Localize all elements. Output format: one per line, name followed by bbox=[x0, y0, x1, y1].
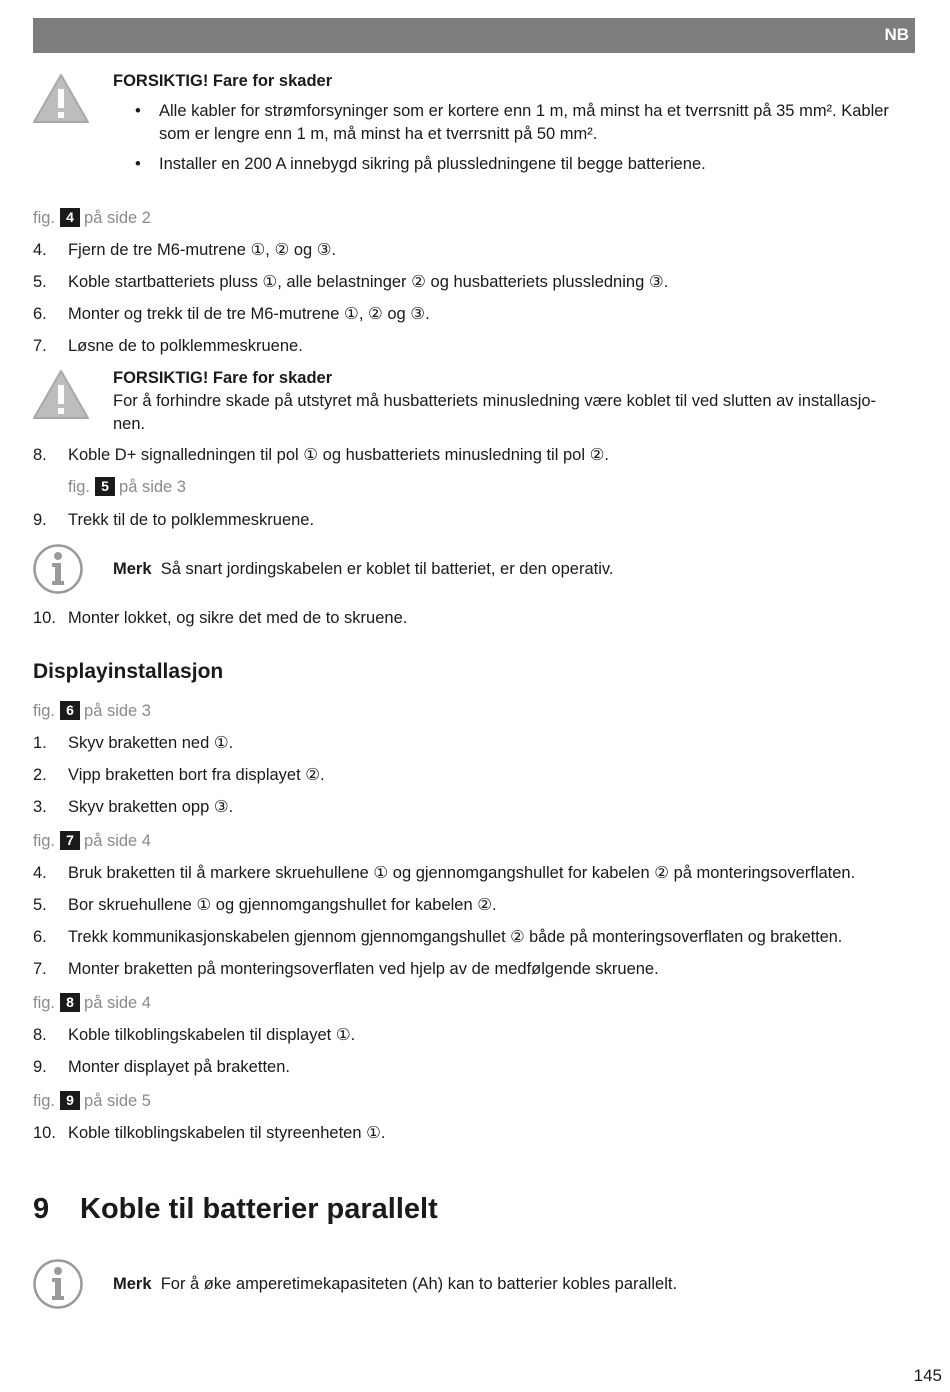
figure-page: på side 4 bbox=[84, 832, 151, 850]
step-text: Monter og trekk til de tre M6-mutrene ①, ② og ③. bbox=[68, 305, 430, 323]
note-label: Merk bbox=[113, 560, 152, 578]
step-text: Bor skruehullene ① og gjennomgangshullet for kabelen ②. bbox=[68, 896, 497, 914]
note bbox=[113, 1273, 677, 1296]
step-number: 4. bbox=[33, 864, 47, 882]
figure-reference bbox=[68, 476, 186, 498]
step-text: Vipp braketten bort fra displayet ②. bbox=[68, 766, 325, 784]
step-text: Koble tilkoblingskabelen til displayet ①. bbox=[68, 1026, 356, 1044]
step-number: 9. bbox=[33, 511, 47, 529]
step-number: 6. bbox=[33, 928, 47, 946]
step-number: 6. bbox=[33, 305, 47, 323]
step-text: Trekk kommunikasjonskabelen gjennom gjennomgangshullet ② både på monteringsoverflaten og braketten. bbox=[68, 928, 843, 946]
section-heading: Displayinstallasjon bbox=[33, 660, 224, 683]
figure-number: 6 bbox=[60, 701, 80, 720]
note-label: Merk bbox=[113, 1275, 152, 1293]
step-text: Koble startbatteriets pluss ①, alle belastninger ② og husbatteriets plussledning ③. bbox=[68, 273, 669, 291]
figure-prefix: fig. bbox=[33, 1092, 56, 1110]
step-number: 3. bbox=[33, 798, 47, 816]
figure-reference bbox=[33, 830, 151, 852]
page-number: 145 bbox=[913, 1366, 942, 1385]
step-text: Koble D+ signalledningen til pol ① og husbatteriets minusledning til pol ②. bbox=[68, 446, 609, 464]
note bbox=[113, 558, 614, 581]
warning-bullet: Alle kabler for strømforsyninger som er kortere enn 1 m, må minst ha et tverrsnitt på 35 mm². Kabler som er lengre enn 1 m, må minst ha et tverrsnitt på 50 mm². bbox=[159, 102, 889, 143]
step-number: 1. bbox=[33, 734, 47, 752]
figure-page: på side 2 bbox=[84, 209, 151, 227]
figure-page: på side 5 bbox=[84, 1092, 151, 1110]
figure-prefix: fig. bbox=[33, 702, 56, 720]
step-number: 7. bbox=[33, 337, 47, 355]
step-number: 10. bbox=[33, 1124, 56, 1142]
figure-prefix: fig. bbox=[33, 209, 56, 227]
info-circle-icon bbox=[32, 543, 84, 595]
language-code: NB bbox=[884, 25, 909, 44]
figure-prefix: fig. bbox=[33, 832, 56, 850]
step-text: Monter braketten på monteringsoverflaten ved hjelp av de medfølgende skruene. bbox=[68, 960, 659, 978]
bullet-marker: • bbox=[135, 155, 141, 173]
step-text: Skyv braketten ned ①. bbox=[68, 734, 234, 752]
step-number: 4. bbox=[33, 241, 47, 259]
step-number: 5. bbox=[33, 896, 47, 914]
header-bar bbox=[33, 18, 915, 53]
step-text: Koble tilkoblingskabelen til styreenheten ①. bbox=[68, 1124, 386, 1142]
figure-prefix: fig. bbox=[33, 994, 56, 1012]
step-text: Skyv braketten opp ③. bbox=[68, 798, 234, 816]
step-text: Bruk braketten til å markere skruehullene ① og gjennomgangshullet for kabelen ② på monteringsoverflaten. bbox=[68, 864, 856, 882]
step-text: Trekk til de to polklemmeskruene. bbox=[68, 511, 315, 529]
warning-bullet: Installer en 200 A innebygd sikring på plussledningene til begge batteriene. bbox=[159, 155, 706, 173]
step-number: 2. bbox=[33, 766, 47, 784]
figure-page: på side 4 bbox=[84, 994, 151, 1012]
step-text: Monter displayet på braketten. bbox=[68, 1058, 290, 1076]
info-circle-icon bbox=[32, 1258, 84, 1310]
step-text: Løsne de to polklemmeskruene. bbox=[68, 337, 303, 355]
warning-text: For å forhindre skade på utstyret må husbatteriets minusledning være koblet til ved slutten av installasjo- bbox=[113, 392, 877, 410]
warning-text: nen. bbox=[113, 415, 146, 433]
note-text: Så snart jordingskabelen er koblet til batteriet, er den operativ. bbox=[160, 560, 614, 578]
figure-number: 7 bbox=[60, 831, 80, 850]
figure-page: på side 3 bbox=[119, 478, 186, 496]
figure-prefix: fig. bbox=[68, 478, 91, 496]
step-text: Fjern de tre M6-mutrene ①, ② og ③. bbox=[68, 241, 337, 259]
warning-triangle-icon bbox=[31, 368, 91, 421]
figure-reference bbox=[33, 207, 151, 229]
figure-number: 5 bbox=[95, 477, 115, 496]
figure-reference bbox=[33, 992, 151, 1014]
note-text: For å øke amperetimekapasiteten (Ah) kan to batterier kobles parallelt. bbox=[160, 1275, 678, 1293]
step-number: 8. bbox=[33, 446, 47, 464]
step-number: 9. bbox=[33, 1058, 47, 1076]
step-text: Monter lokket, og sikre det med de to skruene. bbox=[68, 609, 408, 627]
figure-reference bbox=[33, 1090, 151, 1112]
chapter-title: Koble til batterier parallelt bbox=[80, 1193, 438, 1225]
step-number: 5. bbox=[33, 273, 47, 291]
warning-title: FORSIKTIG! Fare for skader bbox=[113, 369, 333, 387]
warning-triangle-icon bbox=[31, 72, 91, 125]
step-number: 8. bbox=[33, 1026, 47, 1044]
figure-reference bbox=[33, 700, 151, 722]
figure-number: 4 bbox=[60, 208, 80, 227]
figure-page: på side 3 bbox=[84, 702, 151, 720]
warning-title: FORSIKTIG! Fare for skader bbox=[113, 72, 333, 90]
chapter-number: 9 bbox=[33, 1193, 50, 1225]
figure-number: 9 bbox=[60, 1091, 80, 1110]
bullet-marker: • bbox=[135, 102, 141, 120]
step-number: 10. bbox=[33, 609, 56, 627]
figure-number: 8 bbox=[60, 993, 80, 1012]
step-number: 7. bbox=[33, 960, 47, 978]
